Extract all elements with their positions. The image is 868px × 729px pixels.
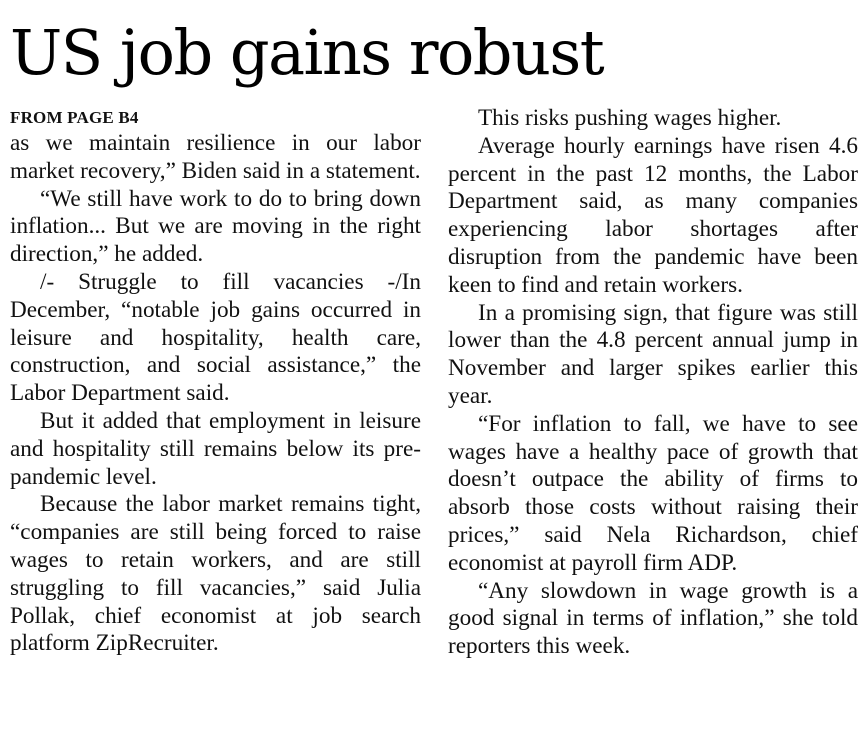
continued-from-kicker: FROM PAGE B4 bbox=[10, 108, 139, 127]
paragraph: But it added that employment in leisure and hospitality still remains below its pre-pandemic level. bbox=[10, 407, 421, 490]
article-column-right bbox=[448, 105, 858, 661]
headline: US job gains robust bbox=[10, 16, 604, 89]
paragraph: /- Struggle to fill vacancies -/In December, “notable job gains occurred in leisure and hospitality, health care, construction, and social assistance,” the Labor Department said. bbox=[10, 268, 421, 407]
article-column-left bbox=[10, 105, 421, 658]
paragraph: “For inflation to fall, we have to see wages have a healthy pace of growth that doesn’t outpace the ability of firms to absorb those costs without raising their prices,” said Nela Richardson, chief economist at payroll firm ADP. bbox=[448, 410, 858, 576]
paragraph: as we maintain resilience in our labor market recovery,” Biden said in a statement. bbox=[10, 130, 421, 184]
paragraph: Because the labor market remains tight, “companies are still being forced to raise wages to retain workers, and are still struggling to fill vacancies,” said Julia Pollak, chief economist at job search platform ZipRecruiter. bbox=[10, 491, 421, 657]
paragraph: “We still have work to do to bring down inflation... But we are moving in the right direction,” he added. bbox=[10, 185, 421, 268]
paragraph: In a promising sign, that figure was still lower than the 4.8 percent annual jump in November and larger spikes earlier this year. bbox=[448, 299, 858, 409]
paragraph: “Any slowdown in wage growth is a good signal in terms of inflation,” she told reporters this week. bbox=[448, 577, 858, 660]
paragraph: Average hourly earnings have risen 4.6 percent in the past 12 months, the Labor Department said, as many companies experiencing labor shortages after disruption from the pandemic have been keen to find and retain workers. bbox=[448, 132, 858, 298]
paragraph: This risks pushing wages higher. bbox=[478, 105, 782, 131]
